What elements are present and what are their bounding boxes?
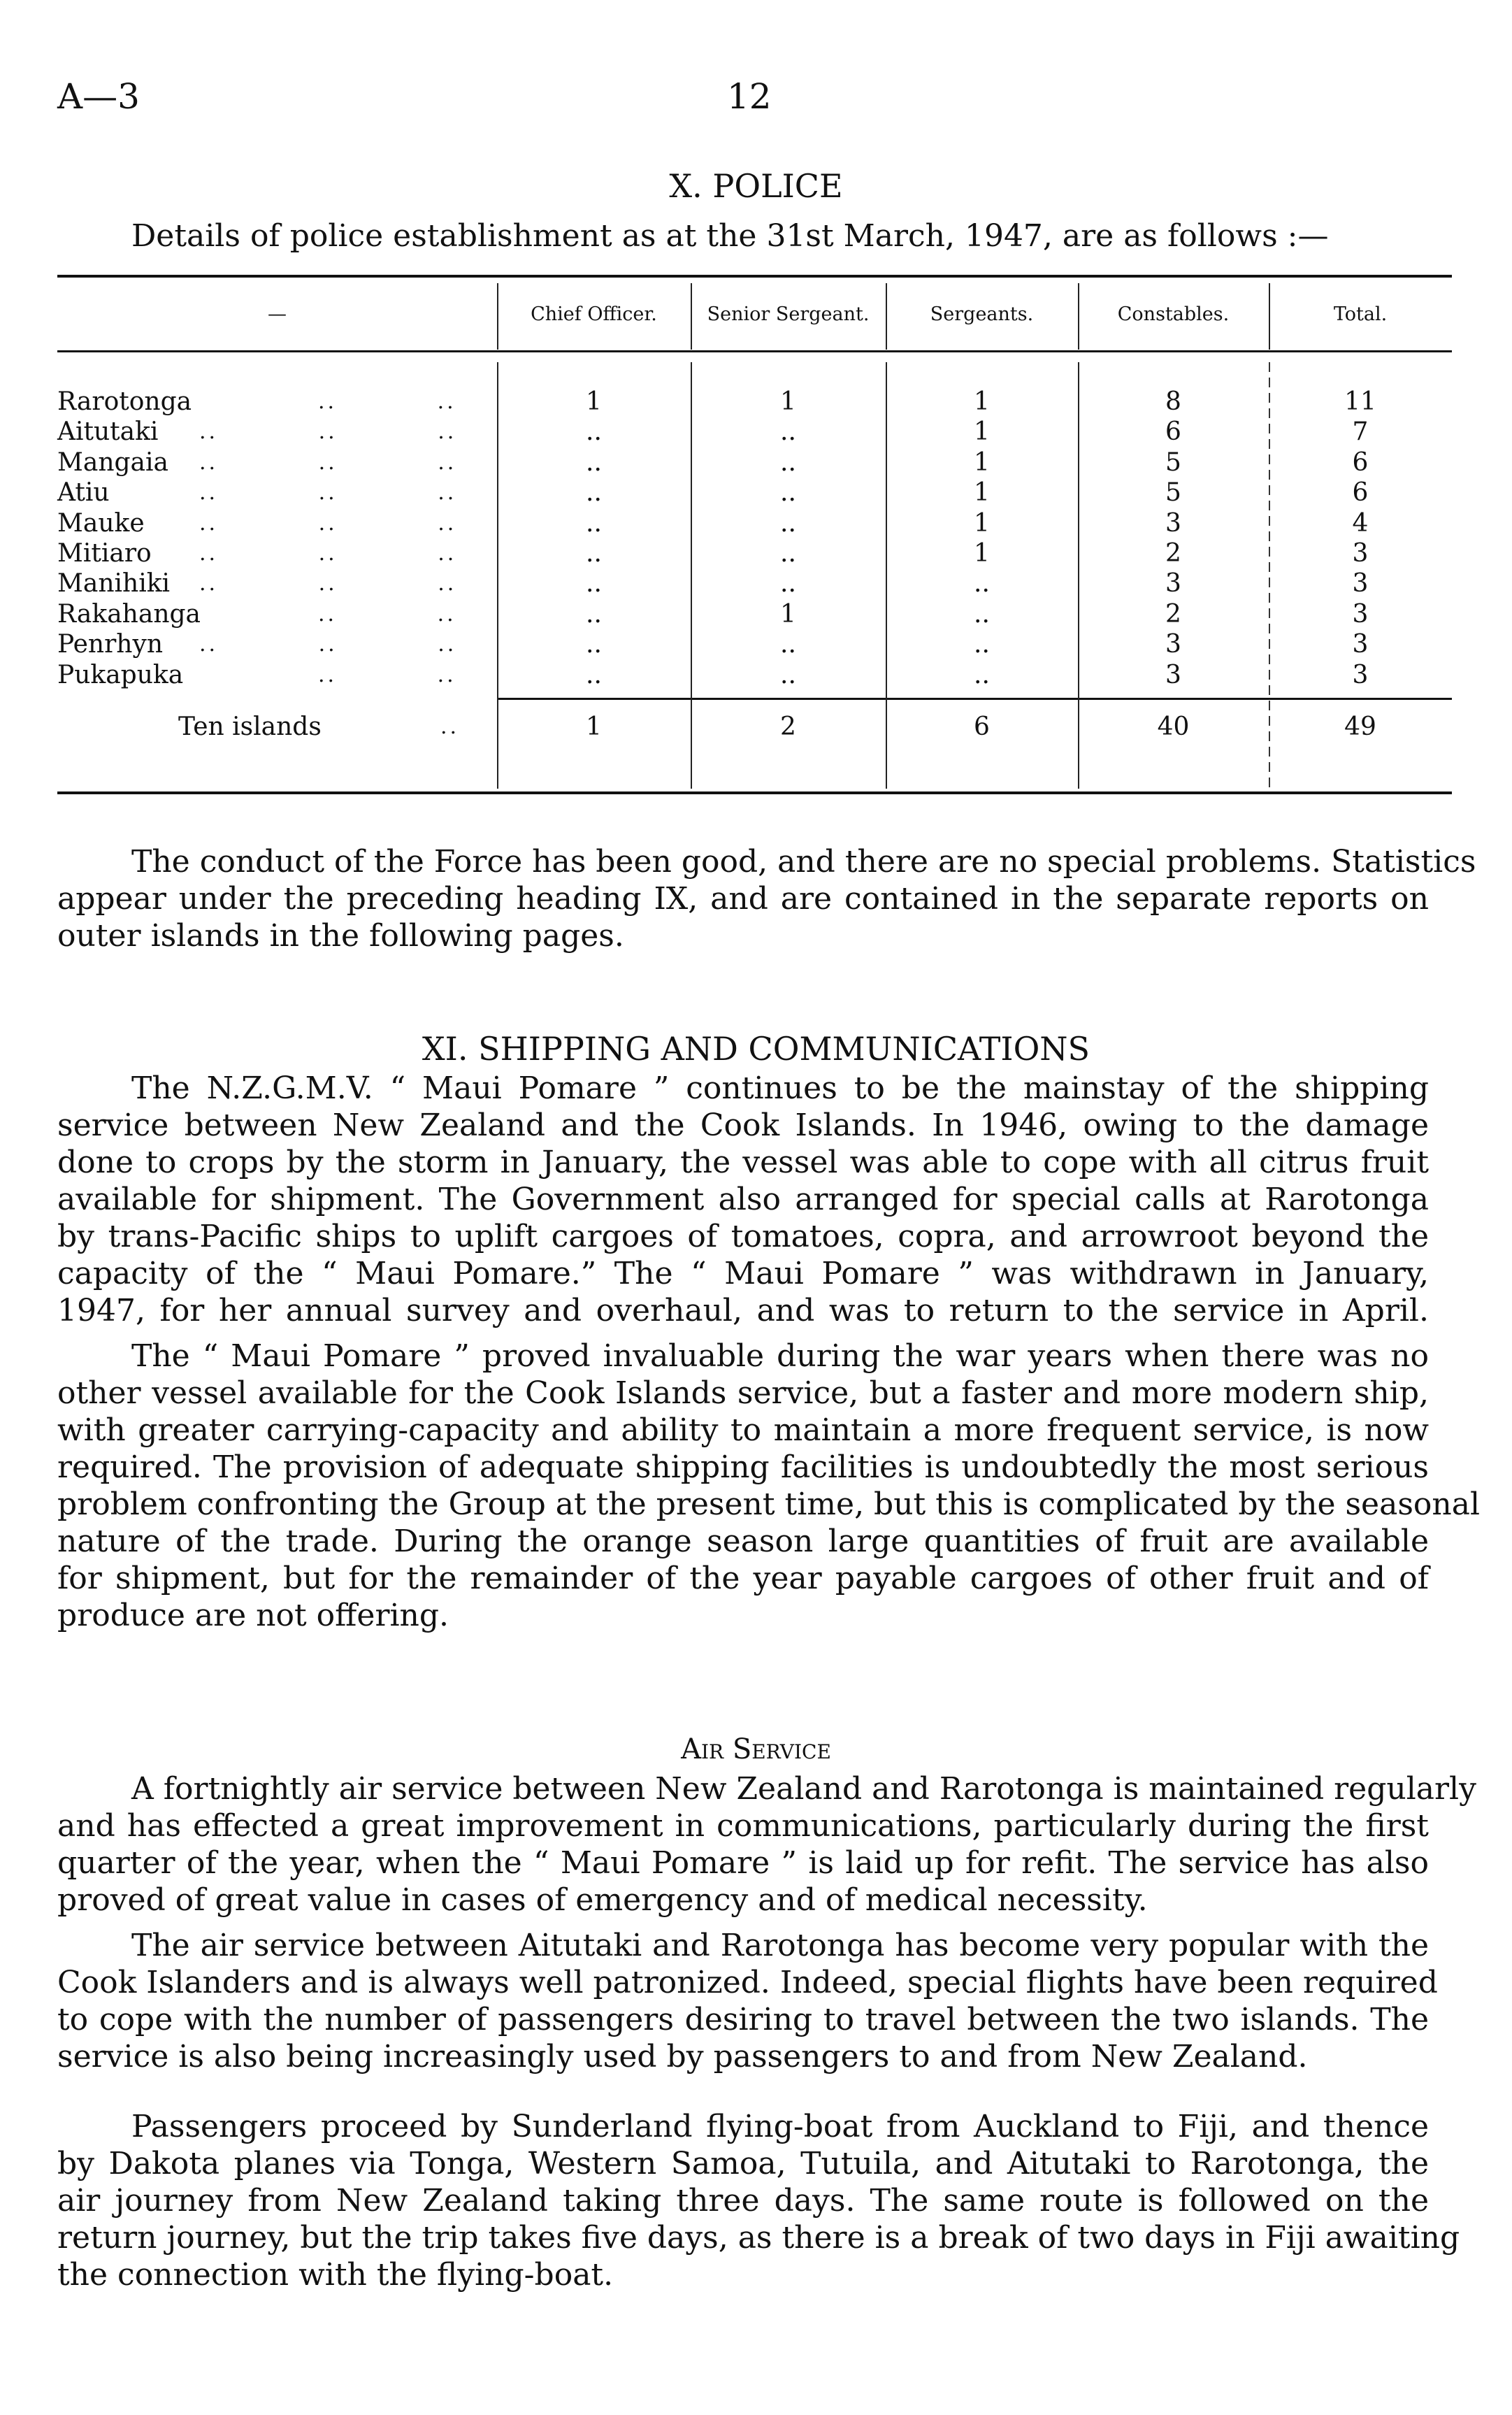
cell-chief-officer: .. [586,508,602,538]
island-name: Mangaia [57,447,168,477]
text-line: capacity of the “ Maui Pomare.” The “ Maui Pomare ” was withdrawn in January, [57,1256,1429,1291]
cell-constables: 2 [1165,539,1181,568]
cell-chief-officer: .. [586,539,602,568]
cell-constables: 5 [1165,447,1181,477]
cell-senior-sergeant: .. [780,478,796,508]
col-header-chief-officer: Chief Officer. [531,303,657,325]
text-line: the connection with the flying-boat. [57,2257,614,2293]
air-paragraph-1 [57,1770,1476,1919]
text-line: Cook Islanders and is always well patronized. Indeed, special flights have been required [57,1965,1438,2000]
text-line: to cope with the number of passengers desiring to travel between the two islands. The [57,2002,1429,2037]
cell-senior-sergeant: .. [780,447,796,477]
col-header-total: Total. [1333,303,1388,325]
cell-total: 6 [1352,447,1369,477]
shipping-paragraph-1 [57,1070,1429,1329]
shipping-paragraph-2 [57,1338,1481,1634]
island-name: Mitiaro [57,539,152,568]
cell-constables: 3 [1165,630,1181,659]
dot-leader: .. .. .. [199,541,457,566]
total-chief-officer: 1 [586,712,602,741]
total-senior-sergeant: 2 [780,712,796,741]
total-total: 49 [1344,712,1376,741]
text-line: for shipment, but for the remainder of the year payable cargoes of other fruit and of [57,1561,1429,1596]
text-line: quarter of the year, when the “ Maui Pomare ” is laid up for refit. The service has also [57,1845,1429,1881]
text-line: The N.Z.G.M.V. “ Maui Pomare ” continues to be the mainstay of the shipping [131,1070,1429,1106]
text-line: problem confronting the Group at the present time, but this is complicated by the seasonal [57,1486,1481,1522]
total-sergeants: 6 [974,712,990,741]
cell-sergeants: 1 [974,539,990,568]
island-name: Atiu [57,478,110,508]
cell-chief-officer: 1 [586,387,602,416]
text-line: service between New Zealand and the Cook Islands. In 1946, owing to the damage [57,1108,1429,1143]
island-name: Aitutaki [57,417,159,447]
table-total-rule [497,698,1452,700]
dot-leader: .. .. .. [199,510,457,536]
dot-leader: .. .. .. [199,571,457,596]
col-header-constables: Constables. [1117,303,1230,325]
cell-total: 3 [1352,539,1369,568]
text-line: The air service between Aitutaki and Rarotonga has become very popular with the [131,1928,1429,1963]
text-line: produce are not offering. [57,1598,449,1633]
total-row-label: Ten islands [178,712,322,741]
text-line: return journey, but the trip takes five days, as there is a break of two days in Fiji awaiting [57,2220,1460,2256]
cell-total: 3 [1352,660,1369,689]
dot-leader: .. .. [318,662,456,687]
air-paragraph-3 [57,2108,1460,2293]
dot-leader: .. .. .. [199,420,457,445]
text-line: The “ Maui Pomare ” proved invaluable during the war years when there was no [131,1338,1429,1374]
island-name: Manihiki [57,569,171,599]
text-line: appear under the preceding heading IX, and are contained in the separate reports on [57,881,1429,917]
section-title-police: X. POLICE [669,167,843,205]
text-line: by trans-Pacific ships to uplift cargoes of tomatoes, copra, and arrowroot beyond the [57,1219,1429,1254]
text-line: required. The provision of adequate shipping facilities is undoubtedly the most serious [57,1449,1429,1485]
text-line: by Dakota planes via Tonga, Western Samoa, Tutuila, and Aitutaki to Rarotonga, the [57,2146,1429,2181]
cell-sergeants: .. [974,569,990,599]
text-line: air journey from New Zealand taking three days. The same route is followed on the [57,2183,1429,2219]
document-id: A—3 [57,76,140,117]
cell-sergeants: 1 [974,478,990,508]
text-line: available for shipment. The Government also arranged for special calls at Rarotonga [57,1182,1429,1217]
police-paragraph [57,843,1476,954]
total-row-leader: .. [440,715,460,739]
dot-leader: .. .. [318,389,456,414]
island-name: Pukapuka [57,660,184,689]
cell-sergeants: .. [974,599,990,629]
cell-constables: 3 [1165,569,1181,599]
page-number: 12 [727,76,772,117]
text-line: 1947, for her annual survey and overhaul, and was to return to the service in April. [57,1293,1429,1328]
subsection-title-air-service: Air Service [681,1733,831,1765]
police-intro: Details of police establishment as at the 31st March, 1947, are as follows :— [131,218,1329,254]
cell-sergeants: 1 [974,508,990,538]
cell-total: 6 [1352,478,1369,508]
text-line: The conduct of the Force has been good, and there are no special problems. Statistics [131,844,1476,880]
cell-constables: 3 [1165,508,1181,538]
table-bottom-rule [57,791,1452,794]
cell-total: 3 [1352,569,1369,599]
cell-senior-sergeant: .. [780,417,796,447]
cell-senior-sergeant: .. [780,630,796,659]
cell-total: 4 [1352,508,1369,538]
section-title-shipping: XI. SHIPPING AND COMMUNICATIONS [422,1030,1090,1068]
total-constables: 40 [1157,712,1190,741]
text-line: outer islands in the following pages. [57,918,624,954]
text-line: service is also being increasingly used by passengers to and from New Zealand. [57,2039,1308,2074]
text-line: proved of great value in cases of emergency and of medical necessity. [57,1882,1148,1918]
cell-senior-sergeant: .. [780,660,796,689]
cell-chief-officer: .. [586,417,602,447]
text-line: Passengers proceed by Sunderland flying-boat from Auckland to Fiji, and thence [131,2109,1429,2144]
text-line: done to crops by the storm in January, the vessel was able to cope with all citrus fruit [57,1145,1429,1180]
cell-constables: 8 [1165,387,1181,416]
cell-constables: 6 [1165,417,1181,447]
island-name: Rarotonga [57,387,192,416]
cell-total: 7 [1352,417,1369,447]
cell-constables: 3 [1165,660,1181,689]
text-line: and has effected a great improvement in communications, particularly during the first [57,1808,1429,1844]
cell-total: 3 [1352,630,1369,659]
cell-senior-sergeant: 1 [780,387,796,416]
cell-sergeants: 1 [974,447,990,477]
cell-sergeants: .. [974,660,990,689]
cell-chief-officer: .. [586,569,602,599]
island-name: Rakahanga [57,599,201,629]
cell-chief-officer: .. [586,447,602,477]
dot-leader: .. .. .. [199,480,457,506]
cell-chief-officer: .. [586,478,602,508]
col-header-senior-sergeant: Senior Sergeant. [707,303,870,325]
text-line: A fortnightly air service between New Zealand and Rarotonga is maintained regularly [131,1771,1476,1807]
cell-chief-officer: .. [586,599,602,629]
cell-senior-sergeant: .. [780,569,796,599]
cell-senior-sergeant: .. [780,539,796,568]
cell-sergeants: 1 [974,387,990,416]
col-header-sergeants: Sergeants. [930,303,1034,325]
text-line: nature of the trade. During the orange season large quantities of fruit are available [57,1524,1429,1559]
island-name: Mauke [57,508,145,538]
cell-chief-officer: .. [586,630,602,659]
cell-senior-sergeant: 1 [780,599,796,629]
text-line: other vessel available for the Cook Islands service, but a faster and more modern ship, [57,1375,1429,1411]
dot-leader: .. .. [318,601,456,626]
cell-total: 11 [1344,387,1376,416]
dot-leader: .. .. .. [199,450,457,475]
cell-chief-officer: .. [586,660,602,689]
island-name: Penrhyn [57,630,164,659]
air-paragraph-2 [57,1927,1438,2075]
text-line: with greater carrying-capacity and ability to maintain a more frequent service, is now [57,1412,1429,1448]
cell-sergeants: .. [974,630,990,659]
cell-constables: 5 [1165,478,1181,508]
cell-senior-sergeant: .. [780,508,796,538]
cell-sergeants: 1 [974,417,990,447]
cell-constables: 2 [1165,599,1181,629]
cell-total: 3 [1352,599,1369,629]
col-header-island: — [268,303,287,325]
dot-leader: .. .. .. [199,632,457,657]
